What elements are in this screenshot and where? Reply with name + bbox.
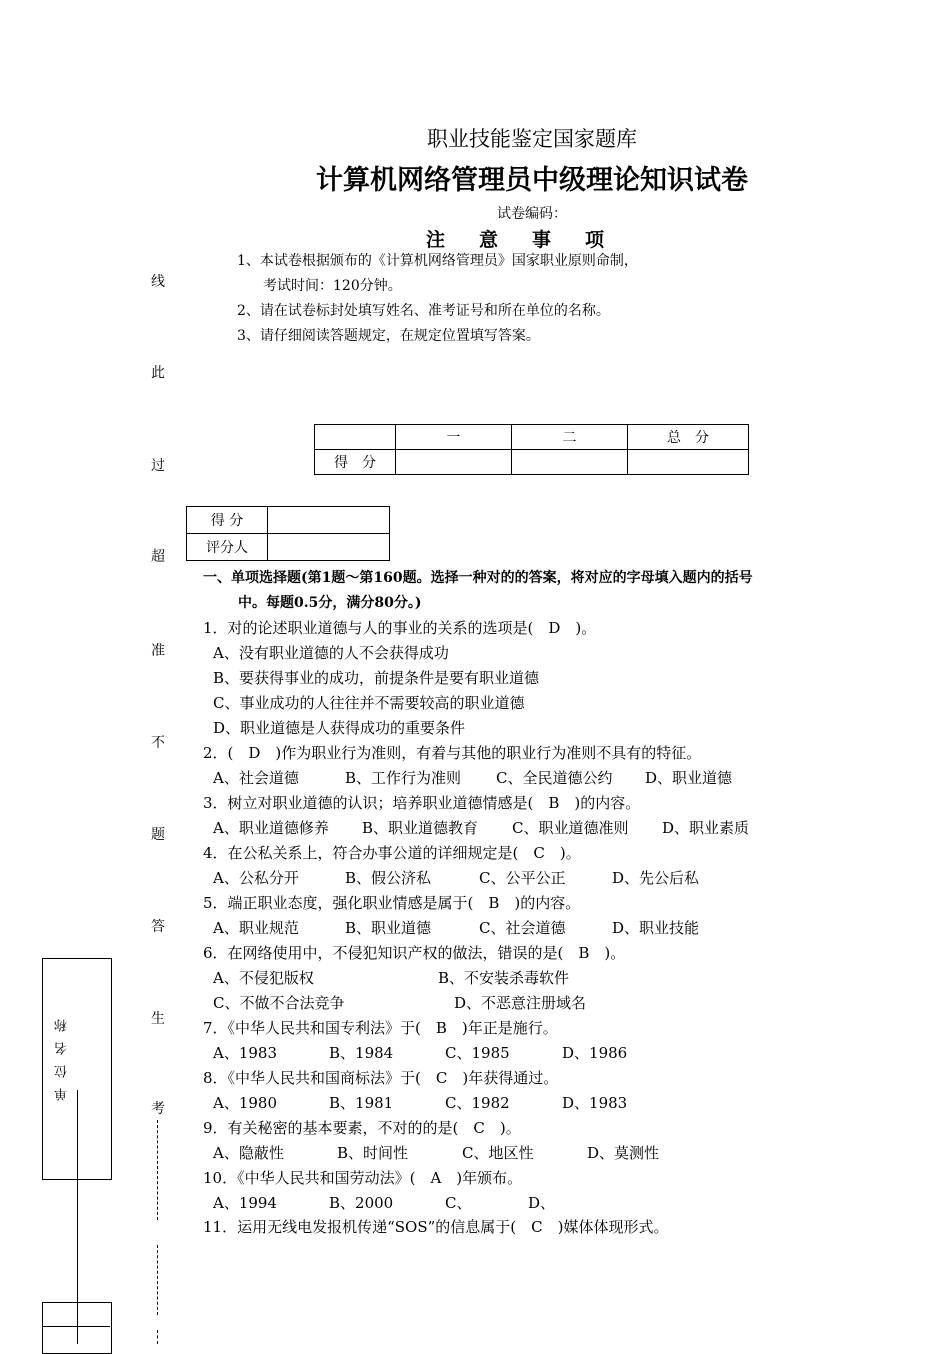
side-char-9: 生 [151,1011,165,1027]
q4-option-c: C、公平公正 [479,869,566,887]
q9-option-c: C、地区性 [462,1144,534,1162]
question-9: 9．有关秘密的基本要素，不对的的是( C )。 [203,1119,521,1137]
score-header-part2: 二 [512,425,628,450]
q10-option-d: D、 [528,1194,556,1212]
question-3: 3．树立对职业道德的认识；培养职业道德情感是( B )的内容。 [203,794,641,812]
side-char-6: 不 [151,735,165,751]
seal-dashed-line-2 [157,1245,158,1315]
seal-dashed-line-1 [157,1120,158,1220]
q5-option-d: D、职业技能 [612,919,700,937]
note-1: 1、本试卷根据颁布的《计算机网络管理员》国家职业原则命制， [237,253,638,269]
note-3: 3、请仔细阅读答题规定，在规定位置填写答案。 [237,328,540,344]
side-char-7: 题 [151,827,165,843]
side-char-1: 线 [151,274,165,290]
question-6: 6．在网络使用中，不侵犯知识产权的做法，错误的是( B )。 [203,944,626,962]
seal-dashed-line-3 [157,1330,158,1344]
q10-option-c: C、 [445,1194,472,1212]
name-box[interactable] [42,1302,112,1354]
q10-option-a: A、1994 [213,1194,278,1212]
section-heading: 一、单项选择题(第1题～第160题。选择一种对的的答案，将对应的字母填入题内的括号 [203,570,753,586]
score-cell-total[interactable] [628,450,749,475]
side-char-8: 答 [151,919,165,935]
q9-option-d: D、莫测性 [587,1144,660,1162]
q3-option-d: D、职业素质 [662,819,750,837]
q5-option-c: C、社会道德 [479,919,566,937]
q3-option-a: A、职业道德修养 [213,819,329,837]
q1-option-d: D、职业道德是人获得成功的重要条件 [213,719,466,737]
q2-option-d: D、职业道德 [645,769,733,787]
grader-name-label: 评分人 [187,534,268,561]
q1-option-b: B、要获得事业的成功，前提条件是要有职业道德 [213,669,540,687]
side-char-3: 过 [151,458,165,474]
q6-option-b: B、不安装杀毒软件 [438,969,570,987]
question-10: 10．《中华人民共和国劳动法》( A )年颁布。 [203,1169,523,1187]
side-char-2: 此 [151,365,165,381]
score-row-label: 得 分 [315,450,396,475]
name-box-split [42,1326,110,1327]
q4-option-b: B、假公济私 [345,869,432,887]
q8-option-d: D、1983 [562,1094,628,1112]
q3-option-c: C、职业道德准则 [512,819,629,837]
note-1-cont: 考试时间：120分钟。 [263,278,402,294]
q1-option-c: C、事业成功的人往往并不需要较高的职业道德 [213,694,525,712]
notice-heading: 注意事项 [425,229,638,251]
q6-option-c: C、不做不合法竞争 [213,994,345,1012]
question-5: 5．端正职业态度，强化职业情感是属于( B )的内容。 [203,894,581,912]
question-11: 11．运用无线电发报机传递“SOS”的信息属于( C )媒体体现形式。 [203,1218,669,1236]
exam-title: 计算机网络管理员中级理论知识试卷 [316,165,748,196]
q3-option-b: B、职业道德教育 [362,819,479,837]
score-table-corner [315,425,396,450]
q7-option-d: D、1986 [562,1044,628,1062]
q9-option-b: B、时间性 [337,1144,409,1162]
grader-score-cell[interactable] [268,507,390,534]
grader-score-label: 得 分 [187,507,268,534]
unit-name-label: 单位名称 [55,1009,70,1101]
score-cell-part2[interactable] [512,450,628,475]
q9-option-a: A、隐蔽性 [213,1144,284,1162]
score-header-total: 总 分 [628,425,749,450]
q10-option-b: B、2000 [329,1194,394,1212]
exam-code-label: 试卷编码： [497,206,567,222]
score-cell-part1[interactable] [396,450,512,475]
exam-bank-subtitle: 职业技能鉴定国家题库 [427,127,637,151]
q5-option-a: A、职业规范 [213,919,299,937]
question-4: 4．在公私关系上，符合办事公道的详细规定是( C )。 [203,844,581,862]
section-heading-cont: 中。每题0.5分，满分80分。) [238,595,422,611]
note-2: 2、请在试卷标封处填写姓名、准考证号和所在单位的名称。 [237,303,610,319]
q8-option-c: C、1982 [445,1094,510,1112]
q6-option-d: D、不恶意注册域名 [454,994,587,1012]
q8-option-a: A、1980 [213,1094,278,1112]
side-char-5: 准 [151,643,165,659]
q8-option-b: B、1981 [329,1094,394,1112]
score-header-part1: 一 [396,425,512,450]
grader-name-cell[interactable] [268,534,390,561]
score-table [314,424,749,475]
q7-option-b: B、1984 [329,1044,394,1062]
q4-option-d: D、先公后私 [612,869,700,887]
q4-option-a: A、公私分开 [213,869,299,887]
side-char-4: 超 [151,549,165,565]
question-7: 7．《中华人民共和国专利法》于( B )年正是施行。 [203,1019,558,1037]
q2-option-b: B、工作行为准则 [345,769,462,787]
question-2: 2．( D )作为职业行为准则，有着与其他的职业行为准则不具有的特征。 [203,744,702,762]
grader-table [186,506,390,561]
q7-option-c: C、1985 [445,1044,510,1062]
q7-option-a: A、1983 [213,1044,278,1062]
question-8: 8．《中华人民共和国商标法》于( C )年获得通过。 [203,1069,559,1087]
q1-option-a: A、没有职业道德的人不会获得成功 [213,644,449,662]
q6-option-a: A、不侵犯版权 [213,969,314,987]
q2-option-c: C、全民道德公约 [496,769,613,787]
question-1: 1．对的论述职业道德与人的事业的关系的选项是( D )。 [203,619,597,637]
q2-option-a: A、社会道德 [213,769,299,787]
side-char-10: 考 [151,1101,165,1117]
q5-option-b: B、职业道德 [345,919,432,937]
